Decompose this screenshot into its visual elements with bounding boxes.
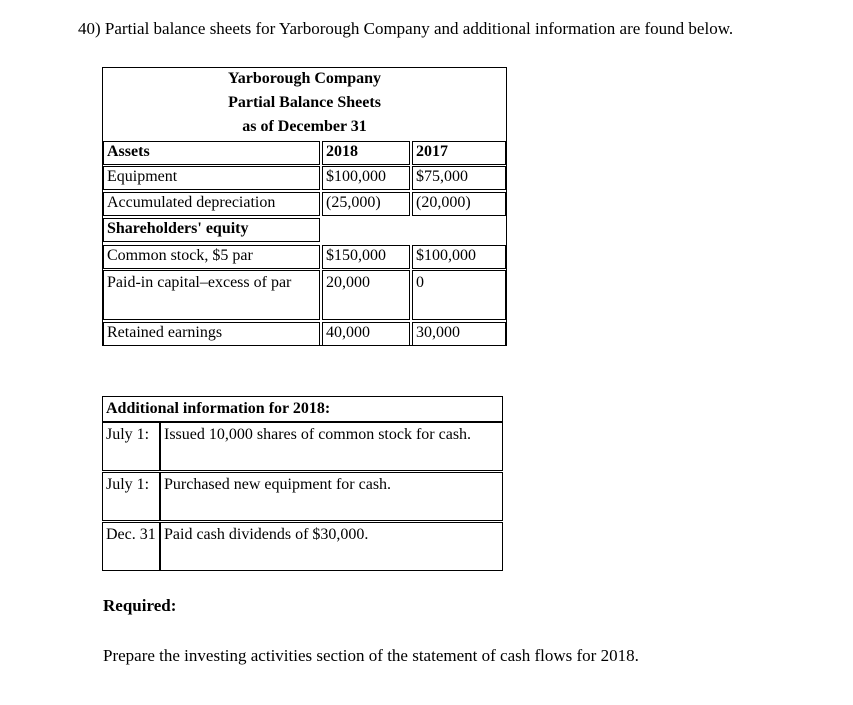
year-2017-header: 2017 <box>412 141 506 165</box>
company-name: Yarborough Company <box>227 70 382 87</box>
section-label: Shareholders' equity <box>103 218 320 242</box>
question-text: 40) Partial balance sheets for Yarborough Company and additional information are found below. <box>78 19 734 38</box>
info-date: July 1: <box>102 422 160 471</box>
table-title: Partial Balance Sheets <box>228 94 381 111</box>
assets-header: Assets <box>103 141 320 165</box>
info-text: Paid cash dividends of $30,000. <box>160 522 503 571</box>
info-text: Purchased new equipment for cash. <box>160 472 503 521</box>
row-value-2017: (20,000) <box>412 192 506 216</box>
row-value-2018: 40,000 <box>322 322 410 346</box>
info-date: July 1: <box>102 472 160 521</box>
row-value-2018: 20,000 <box>322 270 410 320</box>
row-label: Accumulated depreciation <box>103 192 320 216</box>
instruction-text: Prepare the investing activities section of the statement of cash flows for 2018. <box>103 646 639 665</box>
year-2018-header: 2018 <box>322 141 410 165</box>
info-date: Dec. 31 <box>102 522 160 571</box>
row-label: Retained earnings <box>103 322 320 346</box>
additional-info-title: Additional information for 2018: <box>102 396 503 422</box>
row-value-2017: $75,000 <box>412 166 506 190</box>
row-value-2018: $100,000 <box>322 166 410 190</box>
row-label: Common stock, $5 par <box>103 245 320 269</box>
row-label: Equipment <box>103 166 320 190</box>
row-value-2018: (25,000) <box>322 192 410 216</box>
required-heading: Required: <box>103 596 177 615</box>
row-value-2018: $150,000 <box>322 245 410 269</box>
info-text: Issued 10,000 shares of common stock for cash. <box>160 422 503 471</box>
row-value-2017: $100,000 <box>412 245 506 269</box>
row-label: Paid-in capital–excess of par <box>103 270 320 320</box>
row-value-2017: 30,000 <box>412 322 506 346</box>
table-date: as of December 31 <box>242 118 367 135</box>
row-value-2017: 0 <box>412 270 506 320</box>
